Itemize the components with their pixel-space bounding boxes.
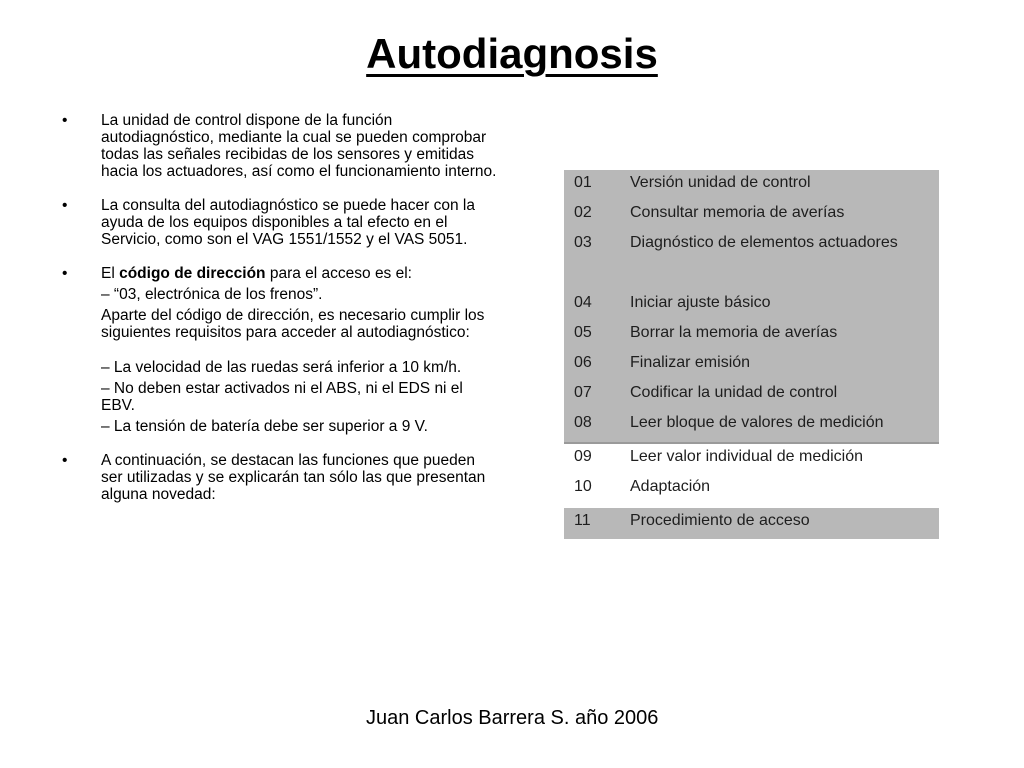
function-label: Diagnóstico de elementos actuadores (630, 230, 939, 290)
table-row (564, 410, 939, 443)
table-row (564, 320, 939, 350)
table-row (564, 290, 939, 320)
function-code: 11 (564, 508, 630, 539)
requirement-wheel-speed: – La velocidad de las ruedas será inferior a 10 km/h. (101, 359, 462, 376)
table-row (564, 380, 939, 410)
author-footer: Juan Carlos Barrera S. año 2006 (366, 707, 659, 729)
function-label: Iniciar ajuste básico (630, 290, 939, 320)
address-code-value: – “03, electrónica de los frenos”. (101, 286, 323, 303)
requirement-systems-off: – No deben estar activados ni el ABS, ni el EDS ni el EBV. (101, 380, 463, 414)
function-code: 09 (564, 443, 630, 474)
bullet-text-suffix: para el acceso es el: (265, 265, 412, 282)
function-label: Codificar la unidad de control (630, 380, 939, 410)
bullet-item-functions-intro (60, 452, 500, 503)
bullet-list (60, 112, 500, 520)
table-row (564, 443, 939, 474)
table-row (564, 474, 939, 508)
function-code: 01 (564, 170, 630, 200)
function-code: 06 (564, 350, 630, 380)
bullet-text: • La consulta del autodiagnóstico se puede hacer con la ayuda de los equipos disponibles a tal efecto en el Servicio, como son el VAG 1551/1552 y el VAS 5051. (101, 197, 475, 248)
function-label: Borrar la memoria de averías (630, 320, 939, 350)
table-row (564, 200, 939, 230)
function-code: 04 (564, 290, 630, 320)
requirement-battery-voltage: – La tensión de batería debe ser superior a 9 V. (101, 418, 428, 435)
function-label: Leer valor individual de medición (630, 443, 939, 474)
bullet-text: • La unidad de control dispone de la función autodiagnóstico, mediante la cual se pueden comprobar todas las señales recibidas de los sensores y emitidas hacia los actuadores, así como el funcionamiento interno. (101, 112, 497, 180)
table-row (564, 230, 939, 290)
table-row (564, 350, 939, 380)
function-label: Versión unidad de control (630, 170, 939, 200)
requirements-intro: Aparte del código de dirección, es necesario cumplir los siguientes requisitos para acceder al autodiagnóstico: (101, 307, 485, 341)
function-label: Consultar memoria de averías (630, 200, 939, 230)
function-code: 03 (564, 230, 630, 290)
table-row (564, 508, 939, 539)
function-label: Leer bloque de valores de medición (630, 410, 939, 443)
function-label: Finalizar emisión (630, 350, 939, 380)
function-label: Procedimiento de acceso (630, 508, 939, 539)
function-code: 05 (564, 320, 630, 350)
table-row (564, 170, 939, 200)
function-code: 07 (564, 380, 630, 410)
function-label: Adaptación (630, 474, 939, 508)
bullet-text: • A continuación, se destacan las funciones que pueden ser utilizadas y se explicarán tan sólo las que presentan alguna novedad: (101, 452, 486, 503)
bullet-item-diagnostic-equipment (60, 197, 500, 248)
function-code: 10 (564, 474, 630, 508)
diagnostic-functions-table (564, 170, 939, 539)
bullet-text (101, 265, 500, 282)
slide-title: Autodiagnosis (366, 30, 658, 77)
bullet-item-self-diagnosis (60, 112, 500, 180)
bullet-item-address-code (60, 265, 500, 435)
address-code-term: código de dirección (119, 265, 266, 282)
function-code: 02 (564, 200, 630, 230)
bullet-text-prefix: El (101, 265, 120, 282)
function-code: 08 (564, 410, 630, 443)
